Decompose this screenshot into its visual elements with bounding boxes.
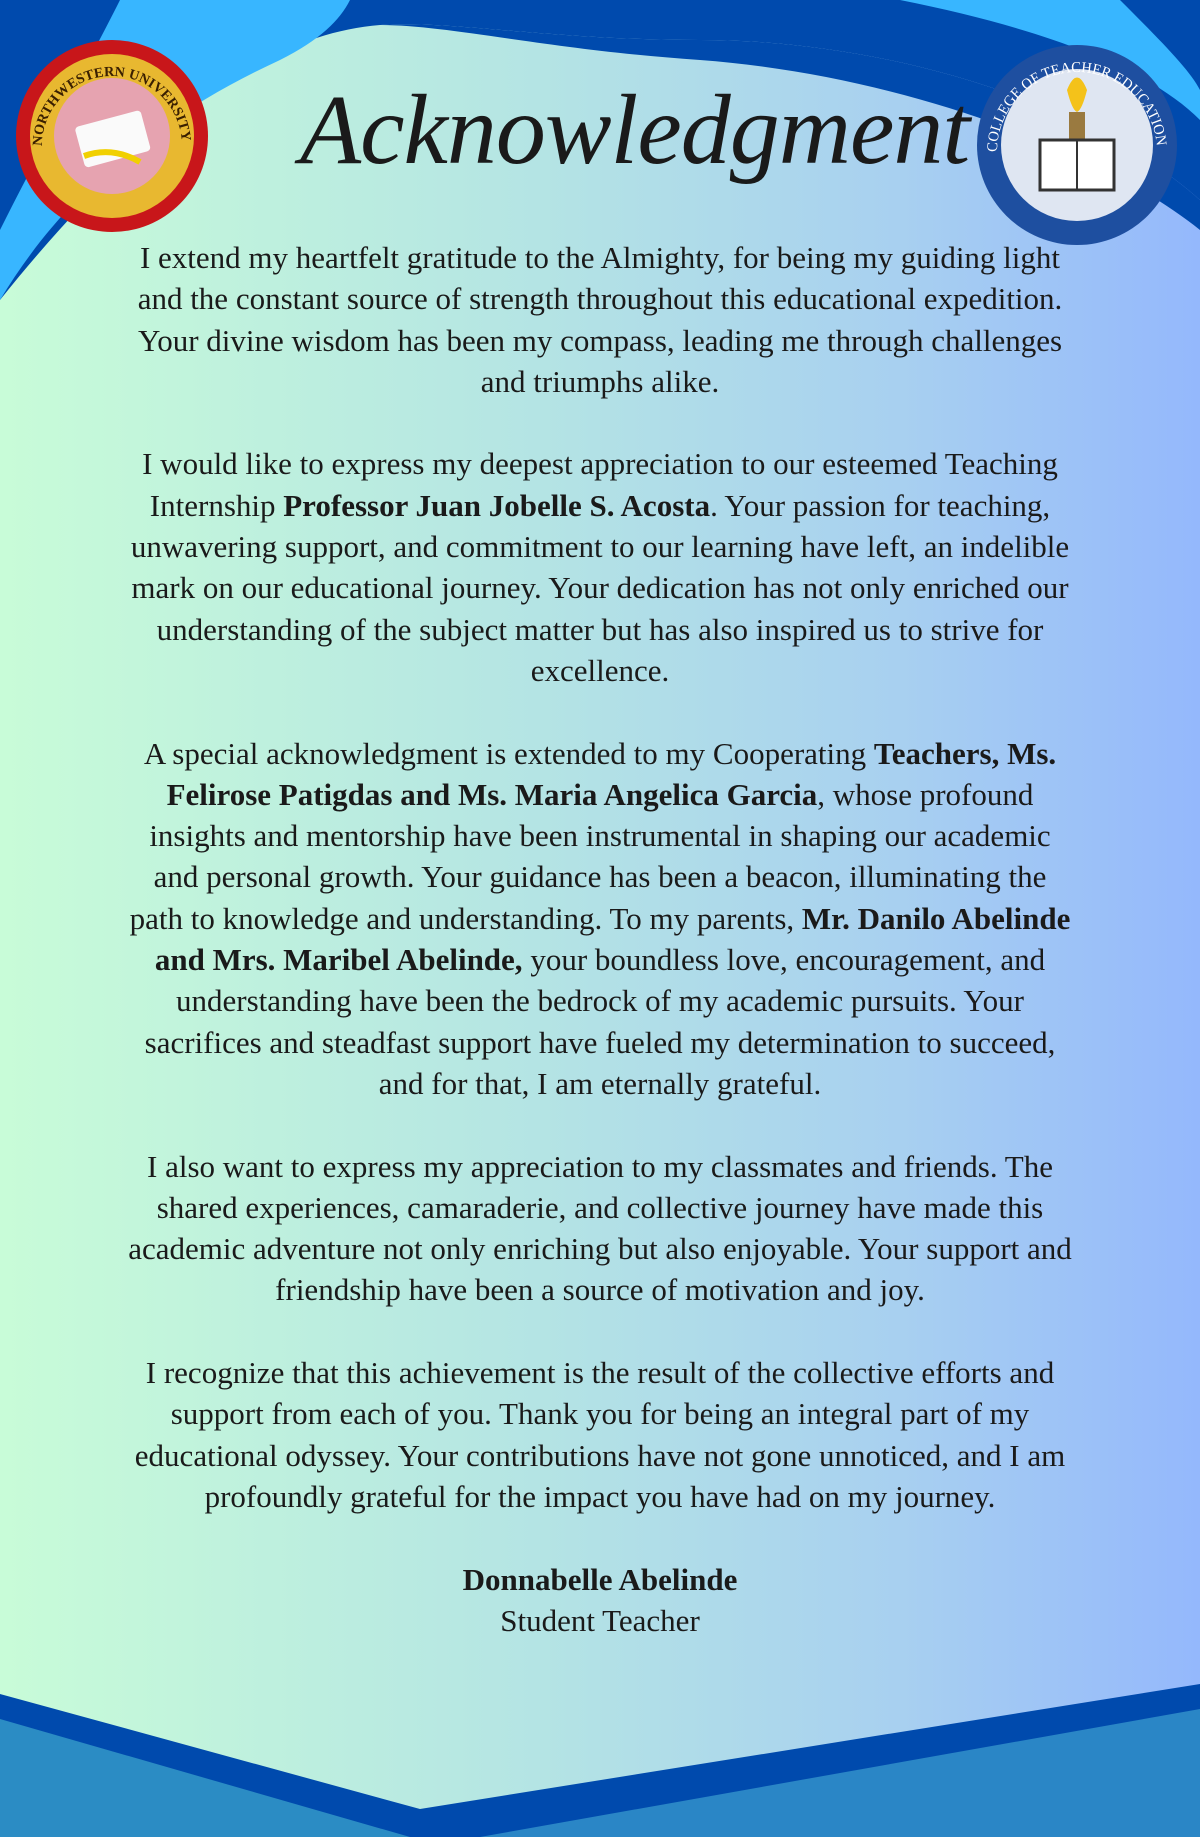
paragraph [125, 1146, 1075, 1311]
paragraph-text: I also want to express my appreciation to my classmates and friends. The shared experiences, camaraderie, and collective journey have made this academic adventure not only enriching but also enjoyable. Your support and friendship have been a source of motivation and joy. [128, 1148, 1072, 1308]
paragraph [125, 443, 1075, 691]
title-container [300, 70, 970, 190]
paragraph [125, 237, 1075, 402]
paragraph-text: I recognize that this achievement is the result of the collective efforts and support from each of you. Thank you for being an integral part of my educational odyssey. Your contributions have not gone unnoticed, and I am profoundly grateful for the impact you have had on my journey. [134, 1355, 1066, 1514]
paragraph-text: your boundless love, encouragement, and understanding have been the bedrock of my academic pursuits. Your sacrifices and steadfast support have fueled my determination to succeed, and for that, I am eternally grateful. [144, 942, 1056, 1101]
left-logo-text: NORTHWESTERN UNIVERSITY [30, 64, 193, 147]
bottom-wave-decoration [0, 1647, 1200, 1837]
bold-name-text: Teachers, Ms. Felirose Patigdas and Ms. Maria Angelica Garcia [166, 735, 1057, 812]
paragraph-text: I extend my heartfelt gratitude to the Almighty, for being my guiding light and the constant source of strength throughout this educational expedition. Your divine wisdom has been my compass, leading me through challenges and triumphs alike. [137, 240, 1063, 399]
signature-block [125, 1559, 1075, 1641]
paragraph-text: A special acknowledgment is extended to my Cooperating [143, 735, 874, 771]
acknowledgment-content [125, 237, 1075, 1641]
paragraph-text: . Your passion for teaching, unwavering support, and commitment to our learning have left, an indelible mark on our educational journey. Your dedication has not only enriched our understanding of the subject matter but has also inspired us to strive for excellence. [130, 487, 1070, 688]
signatory-role: Student Teacher [500, 1602, 700, 1638]
northwestern-university-seal-logo [12, 36, 212, 236]
college-of-teacher-education-logo [972, 40, 1182, 250]
signatory-name: Donnabelle Abelinde [462, 1561, 738, 1597]
right-logo-text: COLLEGE OF TEACHER EDUCATION [984, 59, 1169, 153]
paragraph-text: , whose profound insights and mentorship have been instrumental in shaping our academic and personal growth. Your guidance has been a beacon, illuminating the path to knowledge and understanding. To my parents, [129, 776, 1051, 936]
paragraph [125, 1352, 1075, 1517]
bold-name-text: Professor Juan Jobelle S. Acosta [283, 487, 711, 523]
page-title: Acknowledgment [300, 74, 970, 185]
paragraph [125, 733, 1075, 1105]
paragraph-text: I would like to express my deepest appreciation to our esteemed Teaching Internship [142, 446, 1058, 523]
bold-name-text: Mr. Danilo Abelinde and Mrs. Maribel Abelinde, [154, 900, 1071, 978]
acknowledgment-body [125, 237, 1075, 1517]
